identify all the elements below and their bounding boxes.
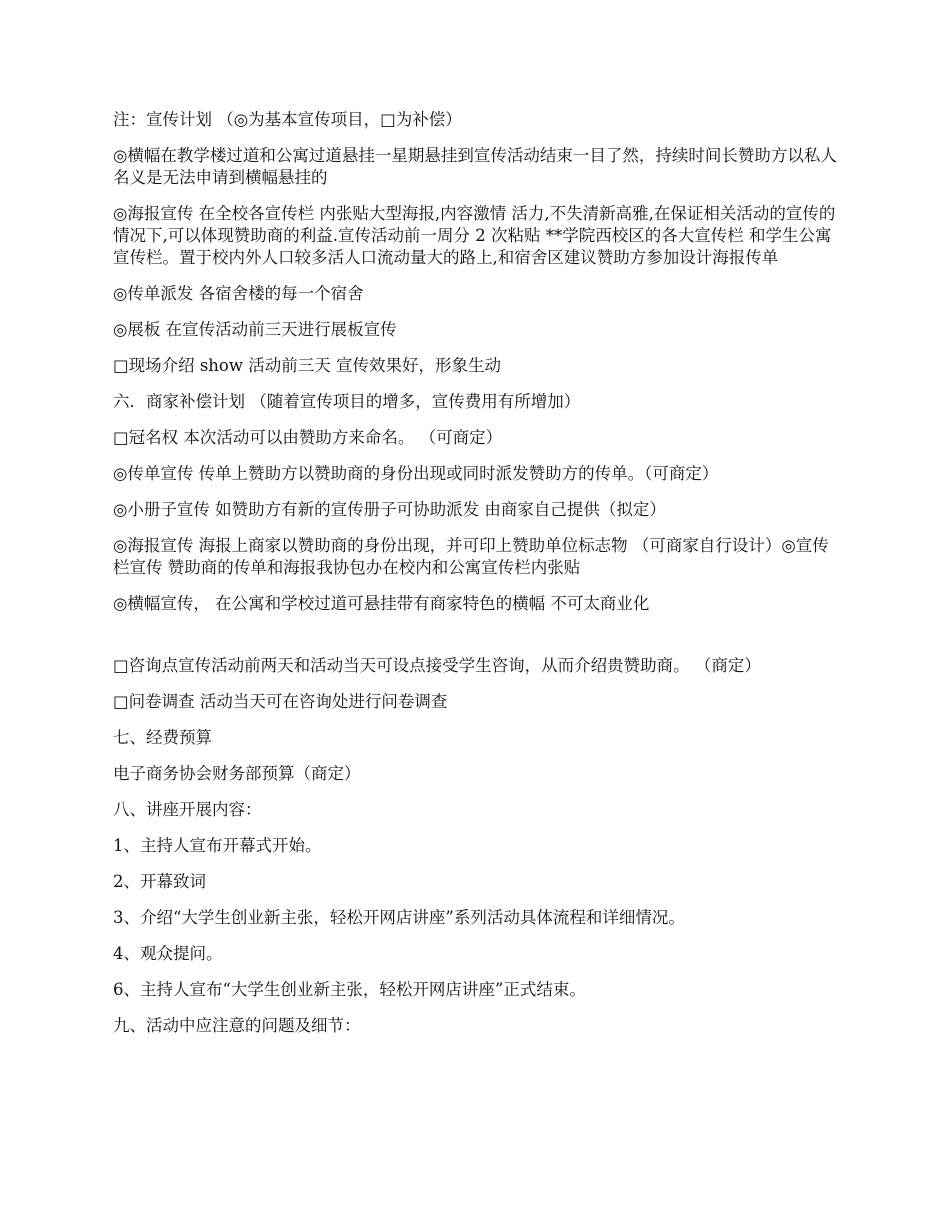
poster-compensation-item: ◎海报宣传 海报上商家以赞助商的身份出现，并可印上赞助单位标志物 （可商家自行设计）◎宣传栏宣传 赞助商的传单和海报我协包办在校内和公寓宣传栏内张贴 — [113, 536, 829, 577]
lecture-step-2: 2、开幕致词 — [113, 872, 206, 891]
booklet-item: ◎小册子宣传 如赞助方有新的宣传册子可协助派发 由商家自己提供（拟定） — [113, 500, 666, 519]
naming-rights-item: □冠名权 本次活动可以由赞助方来命名。 （可商定） — [113, 428, 503, 447]
blank-line — [113, 629, 837, 655]
publicity-plan-note: 注：宣传计划 （◎为基本宣传项目，□为补偿） — [113, 110, 462, 129]
lecture-step-3: 3、介绍“大学生创业新主张，轻松开网店讲座”系列活动具体流程和详细情况。 — [113, 908, 685, 927]
flyer-compensation-item: ◎传单宣传 传单上赞助方以赞助商的身份出现或同时派发赞助方的传单。（可商定） — [113, 464, 719, 483]
poster-item: ◎海报宣传 在全校各宣传栏 内张贴大型海报,内容激情 活力,不失清新高雅,在保证相关活动的宣传的情况下,可以体现赞助商的利益.宣传活动前一周分 2 次粘贴 **学院西校区的各大宣传栏 和学生公寓宣传栏。置于校内外人口较多活人口流动量大的路上,和宿舍区建议赞助方参加设计海报传单 — [113, 204, 836, 267]
lecture-step-4: 4、观众提问。 — [113, 944, 223, 963]
banner-compensation-item: ◎横幅宣传， 在公寓和学校过道可悬挂带有商家特色的横幅 不可太商业化 — [113, 594, 650, 613]
section-heading-notes: 九、活动中应注意的问题及细节： — [113, 1016, 361, 1035]
section-heading-lecture: 八、讲座开展内容： — [113, 800, 262, 819]
budget-text: 电子商务协会财务部预算（商定） — [113, 764, 361, 783]
live-intro-item: □现场介绍 show 活动前三天 宣传效果好，形象生动 — [113, 356, 501, 375]
lecture-step-1: 1、主持人宣布开幕式开始。 — [113, 836, 322, 855]
display-board-item: ◎展板 在宣传活动前三天进行展板宣传 — [113, 320, 397, 339]
section-heading-budget: 七、经费预算 — [113, 728, 212, 747]
banner-item: ◎横幅在教学楼过道和公寓过道悬挂一星期悬挂到宣传活动结束一目了然，持续时间长赞助方以私人名义是无法申请到横幅悬挂的 — [113, 146, 837, 187]
consultation-item: □咨询点宣传活动前两天和活动当天可设点接受学生咨询，从而介绍贵赞助商。 （商定） — [113, 656, 761, 675]
survey-item: □问卷调查 活动当天可在咨询处进行问卷调查 — [113, 692, 448, 711]
flyer-item: ◎传单派发 各宿舍楼的每一个宿舍 — [113, 284, 364, 303]
document-body — [113, 109, 837, 1051]
lecture-step-6: 6、主持人宣布“大学生创业新主张，轻松开网店讲座”正式结束。 — [113, 980, 586, 999]
section-heading-compensation: 六．商家补偿计划 （随着宣传项目的增多，宣传费用有所增加） — [113, 392, 581, 411]
